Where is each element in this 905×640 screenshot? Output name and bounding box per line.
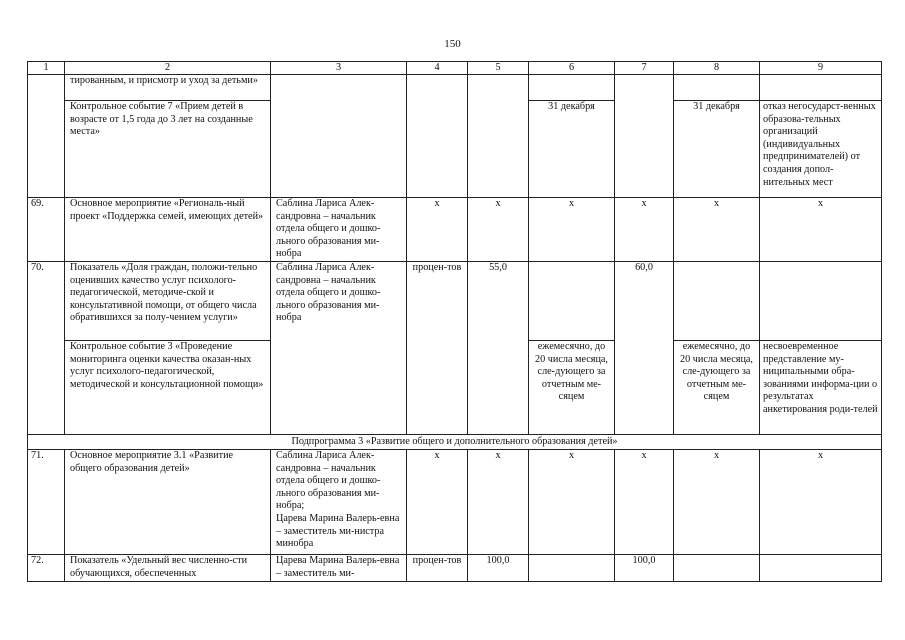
- date-cell: ежемесячно, до 20 числа месяца, сле-дующего за отчетным ме-сяцем: [674, 341, 760, 435]
- x-mark-cell: х: [674, 198, 760, 262]
- row-number-cell: 69.: [28, 198, 65, 262]
- date-cell: [529, 75, 615, 101]
- subprogram-title: Подпрограмма 3 «Развитие общего и дополнительного образования детей»: [28, 435, 882, 450]
- x-mark-cell: х: [468, 198, 529, 262]
- x-mark-cell: х: [468, 450, 529, 555]
- responsible-person: Царева Марина Валерь-евна – заместитель ми-нистра минобра: [276, 512, 400, 550]
- responsible-cell: Саблина Лариса Алек-сандровна – начальник отдела общего и дошко-льного образования ми-нобра: [271, 262, 407, 435]
- column-header: 3: [271, 62, 407, 75]
- activity-cell: Контрольное событие 7 «Прием детей в возрасте от 1,5 года до 3 лет на созданные места»: [65, 101, 271, 198]
- column-header: 7: [615, 62, 674, 75]
- x-mark-cell: х: [760, 198, 882, 262]
- table-row: [28, 75, 882, 101]
- responsible-cell: [271, 75, 407, 198]
- column-header: 1: [28, 62, 65, 75]
- risk-cell: несвоевременное представление му-ниципальными обра-зованиями информа-ции о результатах анкетирования роди-телей: [760, 341, 882, 435]
- risk-cell: [760, 262, 882, 341]
- responsible-cell: [271, 450, 407, 555]
- activity-cell: Показатель «Удельный вес численно-сти обучающихся, обеспеченных: [65, 555, 271, 582]
- column-header: 9: [760, 62, 882, 75]
- value-cell: [468, 75, 529, 198]
- date-cell: ежемесячно, до 20 числа месяца, сле-дующего за отчетным ме-сяцем: [529, 341, 615, 435]
- value-cell: 100,0: [615, 555, 674, 582]
- date-cell: [529, 555, 615, 582]
- x-mark-cell: х: [760, 450, 882, 555]
- unit-cell: процен-тов: [407, 262, 468, 435]
- value-cell: 60,0: [615, 262, 674, 435]
- date-cell: 31 декабря: [674, 101, 760, 198]
- unit-cell: процен-тов: [407, 555, 468, 582]
- activity-cell: Основное мероприятие «Региональ-ный проект «Поддержка семей, имеющих детей»: [65, 198, 271, 262]
- column-header: 8: [674, 62, 760, 75]
- x-mark-cell: х: [674, 450, 760, 555]
- responsible-person: Саблина Лариса Алек-сандровна – начальник отдела общего и дошко-льного образования ми-нобра;: [276, 450, 381, 512]
- activity-cell: Контрольное событие 3 «Проведение мониторинга оценки качества оказан-ных услуг психолого-педагогической, методической и консультационной помощи»: [65, 341, 271, 435]
- value-cell: [615, 75, 674, 198]
- date-cell: 31 декабря: [529, 101, 615, 198]
- risk-cell: отказ негосударст-венных образова-тельных организаций (индивидуальных предпринимателей) от создания допол-нительных мест: [760, 101, 882, 198]
- table-row: [28, 555, 882, 582]
- plan-table: [27, 61, 882, 582]
- date-cell: [674, 75, 760, 101]
- date-cell: [674, 555, 760, 582]
- date-cell: [529, 262, 615, 341]
- table-row: [28, 450, 882, 555]
- x-mark-cell: х: [407, 198, 468, 262]
- subprogram-row: [28, 435, 882, 450]
- column-header: 6: [529, 62, 615, 75]
- row-number-cell: 72.: [28, 555, 65, 582]
- x-mark-cell: х: [529, 198, 615, 262]
- column-header: 4: [407, 62, 468, 75]
- responsible-cell: Саблина Лариса Алек-сандровна – начальник отдела общего и дошко-льного образования ми-нобра: [271, 198, 407, 262]
- table-row: [28, 262, 882, 341]
- row-number-cell: 70.: [28, 262, 65, 435]
- activity-cell: тированным, и присмотр и уход за детьми»: [65, 75, 271, 101]
- date-cell: [674, 262, 760, 341]
- x-mark-cell: х: [529, 450, 615, 555]
- responsible-cell: Царева Марина Валерь-евна – заместитель ми-: [271, 555, 407, 582]
- x-mark-cell: х: [615, 450, 674, 555]
- column-header: 2: [65, 62, 271, 75]
- activity-cell: Показатель «Доля граждан, положи-тельно оценивших качество услуг психолого-педагогической, методиче-ской и консультативной помощи, от общего числа обратившихся за полу-чением услуги»: [65, 262, 271, 341]
- header-row: [28, 62, 882, 75]
- unit-cell: [407, 75, 468, 198]
- table-row: [28, 198, 882, 262]
- risk-cell: [760, 75, 882, 101]
- page-number: 150: [444, 38, 461, 50]
- row-number-cell: 71.: [28, 450, 65, 555]
- activity-cell: Основное мероприятие 3.1 «Развитие общего образования детей»: [65, 450, 271, 555]
- value-cell: 55,0: [468, 262, 529, 435]
- risk-cell: [760, 555, 882, 582]
- x-mark-cell: х: [407, 450, 468, 555]
- column-header: 5: [468, 62, 529, 75]
- row-number-cell: [28, 75, 65, 198]
- x-mark-cell: х: [615, 198, 674, 262]
- value-cell: 100,0: [468, 555, 529, 582]
